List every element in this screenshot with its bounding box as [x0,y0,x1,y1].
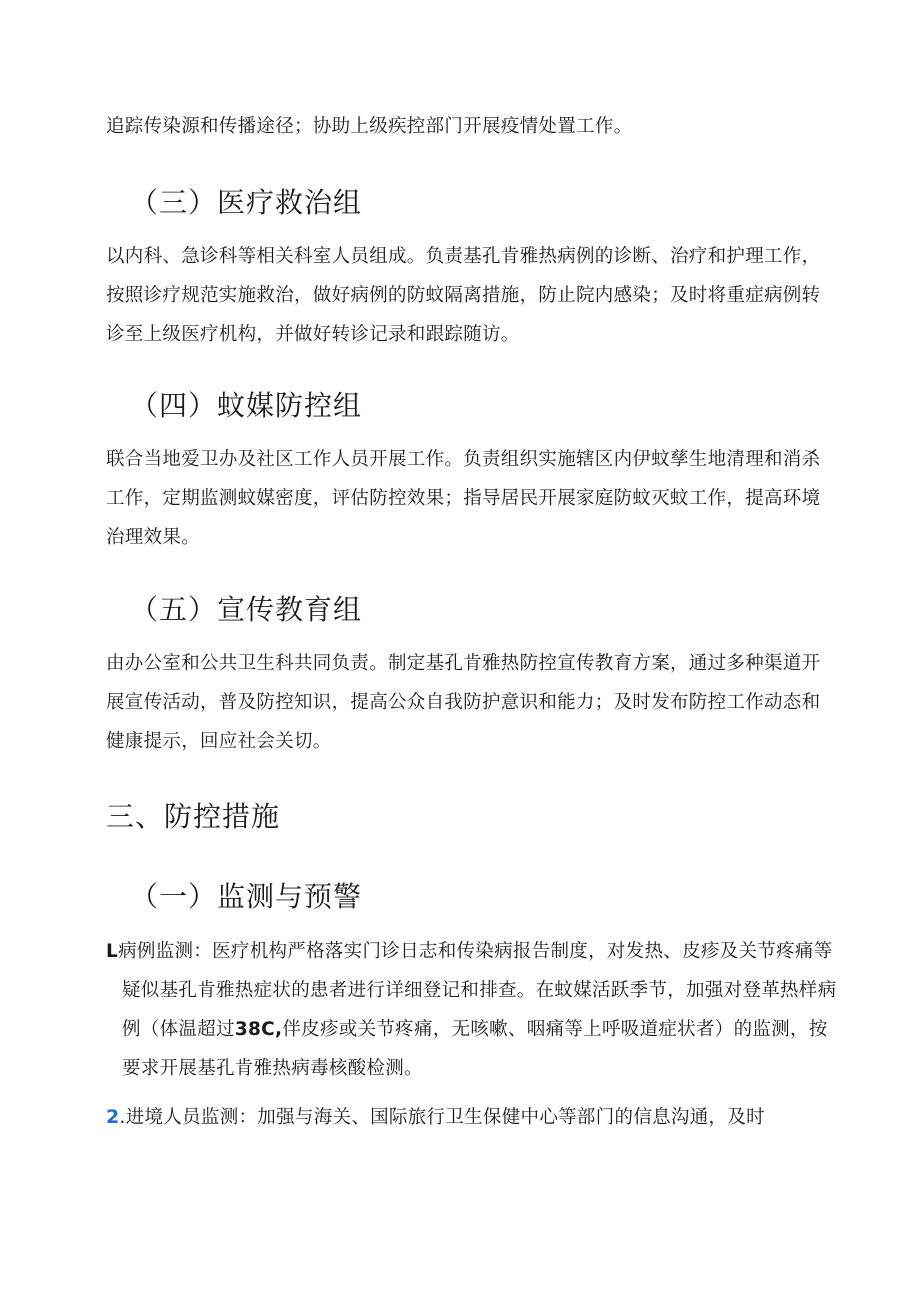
temperature-value: 38C, [234,1019,283,1040]
item-text-part-a: 病例监测：医疗机构严格落实门诊日志和传染病报告制度，对发热、皮疹及关节疼痛等疑似基孔肯雅热症状的患者进行详细登记和排查。在蚊媒活跃季节，加强对登革热样病例（体温超过 [118,941,837,1040]
list-item-entry-monitoring [106,1098,826,1137]
paragraph-vector-control: 联合当地爱卫办及社区工作人员开展工作。负责组织实施辖区内伊蚊孳生地清理和消杀工作，定期监测蚊媒密度，评估防控效果；指导居民开展家庭防蚊灭蚊工作，提高环境治理效果。 [106,449,821,548]
paragraph-top: 追踪传染源和传播途径；协助上级疾控部门开展疫情处置工作。 [106,116,633,137]
list-item-case-monitoring [106,932,842,1088]
paragraph-medical-treatment: 以内科、急诊科等相关科室人员组成。负责基孔肯雅热病例的诊断、治疗和护理工作，按照诊疗规范实施救治，做好病例的防蚊隔离措施，防止院内感染；及时将重症病例转诊至上级医疗机构，并做好转诊记录和跟踪随访。 [106,246,821,345]
heading-medical-treatment-group: （三）医疗救治组 [130,186,363,219]
item-text-part-b: 伴皮疹或关节疼痛，无咳嗽、咽痛等上呼吸道症状者）的监测，按要求开展基孔肯雅热病毒核酸检测。 [122,1019,828,1079]
heading-prevention-measures: 三、防控措施 [106,800,281,833]
heading-vector-control-group: （四）蚊媒防控组 [130,389,363,422]
item-text: .进境人员监测：加强与海关、国际旅行卫生保健中心等部门的信息沟通，及时 [119,1107,765,1128]
list-number: 2 [106,1106,120,1128]
paragraph-publicity-education: 由办公室和公共卫生科共同负责。制定基孔肯雅热防控宣传教育方案，通过多种渠道开展宣传活动，普及防控知识，提高公众自我防护意识和能力；及时发布防控工作动态和健康提示，回应社会关切。 [106,653,821,752]
list-marker: L [106,941,119,962]
heading-monitoring-warning: （一）监测与预警 [130,880,363,913]
heading-publicity-education-group: （五）宣传教育组 [130,593,363,626]
